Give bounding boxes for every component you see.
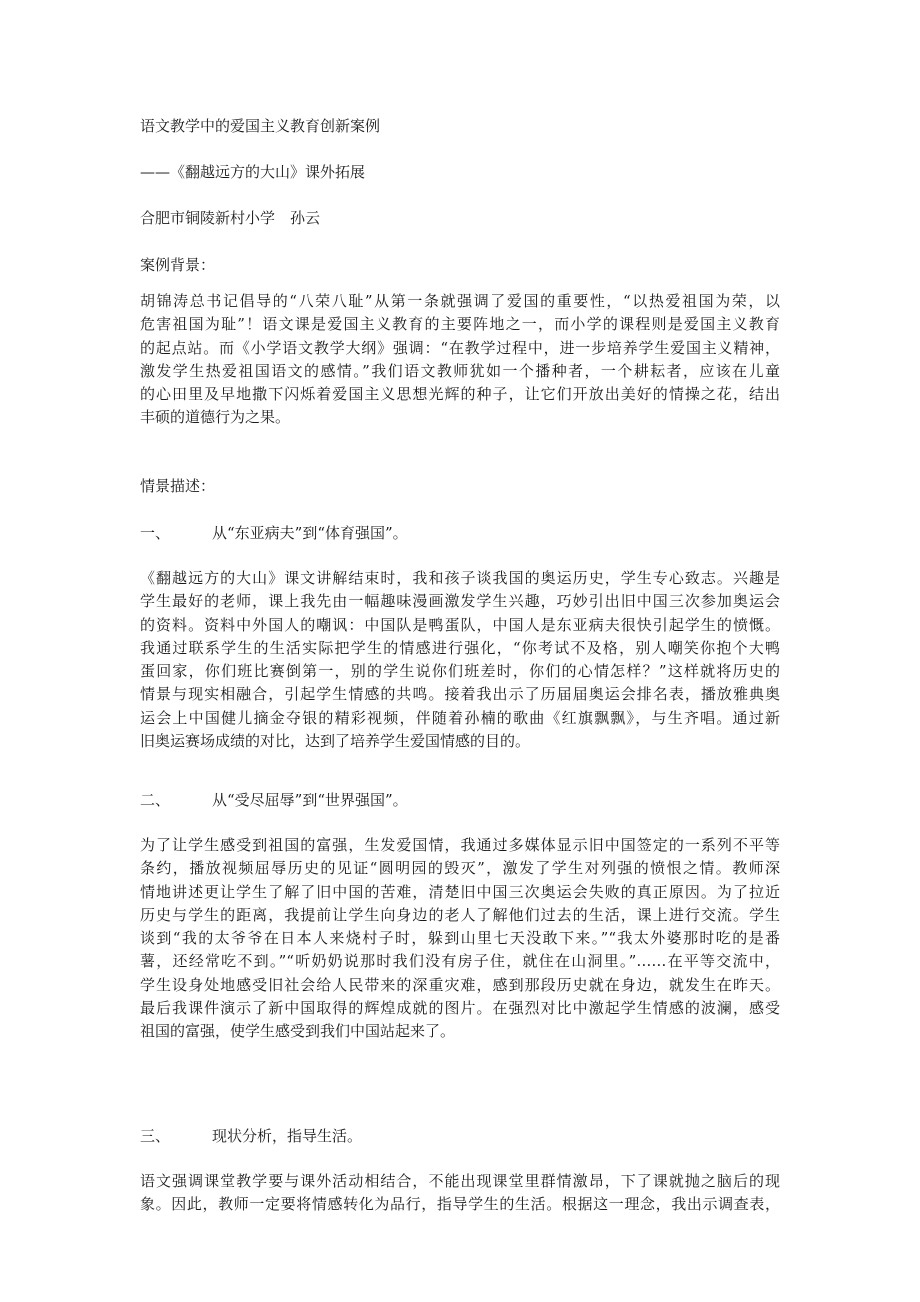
background-paragraph (140, 290, 780, 430)
section-heading-1 (140, 523, 408, 543)
paragraph-line: 最后我课件演示了新中国取得的辉煌成就的图片。在强烈对比中激起学生情感的波澜，感受 (140, 999, 780, 1018)
paragraph-line: 的资料。资料中外国人的嘲讽：中国队是鸭蛋队，中国人是东亚病夫很快引起学生的愤慨。 (140, 615, 780, 634)
paragraph-line: 学生设身处地感受旧社会给人民带来的深重灾难，感到那段历史就在身边，就发生在昨天。 (140, 975, 780, 994)
section-title: 现状分析，指导生活。 (212, 1127, 363, 1145)
paragraph-line: 谈到“我的太爷爷在日本人来烧村子时，躲到山里七天没敢下来。”“我太外婆那时吃的是番 (140, 929, 780, 948)
paragraph-line: 情地讲述更让学生了解了旧中国的苦难，清楚旧中国三次奥运会失败的真正原因。为了拉近 (140, 882, 780, 901)
section-heading-2 (140, 790, 408, 810)
section-3-paragraph (140, 1170, 780, 1217)
section-1-paragraph (140, 567, 780, 753)
paragraph-line: 条约，播放视频屈辱历史的见证“圆明园的毁灭”，激发了学生对列强的愤恨之情。教师深 (140, 859, 780, 878)
section-heading-3 (140, 1126, 362, 1146)
section-number: 三、 (140, 1127, 171, 1145)
paragraph-line: 语文强调课堂教学要与课外活动相结合，不能出现课堂里群情激昂，下了课就抛之脑后的现 (140, 1172, 780, 1190)
section-title: 从“东亚病夫”到“体育强国”。 (212, 524, 408, 542)
paragraph-line: 胡锦涛总书记倡导的“八荣八耻”从第一条就强调了爱国的重要性，“以热爱祖国为荣，以 (140, 292, 780, 310)
document-subtitle: ——《翻越远方的大山》课外拓展 (140, 163, 366, 181)
paragraph-line: 为了让学生感受到祖国的富强，生发爱国情，我通过多媒体显示旧中国签定的一系列不平等 (140, 836, 780, 854)
section-number: 一、 (140, 524, 171, 542)
paragraph-line: 的心田里及早地撒下闪烁着爱国主义思想光辉的种子，让它们开放出美好的情操之花，结出 (140, 385, 780, 404)
background-heading: 案例背景： (140, 256, 216, 274)
paragraph-line: 《翻越远方的大山》课文讲解结束时，我和孩子谈我国的奥运历史，学生专心致志。兴趣是 (140, 569, 780, 587)
paragraph-line: 蛋回家，你们班比赛倒第一，别的学生说你们班差时，你们的心情怎样？”这样就将历史的 (140, 662, 780, 681)
paragraph-line: 丰硕的道德行为之果。 (140, 408, 291, 427)
section-2-paragraph (140, 834, 780, 1044)
paragraph-line: 象。因此，教师一定要将情感转化为品行，指导学生的生活。根据这一理念，我出示调查表， (140, 1195, 780, 1214)
paragraph-line: 的起点站。而《小学语文教学大纲》强调：“在教学过程中，进一步培养学生爱国主义精神， (140, 338, 780, 357)
paragraph-line: 薯，还经常吃不到。”“听奶奶说那时我们没有房子住，就住在山洞里。”……在平等交流中， (140, 952, 780, 971)
paragraph-line: 情景与现实相融合，引起学生情感的共鸣。接着我出示了历届届奥运会排名表，播放雅典奥 (140, 685, 780, 704)
paragraph-line: 历史与学生的距离，我提前让学生向身边的老人了解他们过去的生活，课上进行交流。学生 (140, 905, 780, 924)
paragraph-line: 危害祖国为耻”！语文课是爱国主义教育的主要阵地之一，而小学的课程则是爱国主义教育 (140, 315, 780, 334)
paragraph-line: 祖国的富强，使学生感受到我们中国站起来了。 (140, 1022, 456, 1041)
paragraph-line: 运会上中国健儿摘金夺银的精彩视频，伴随着孙楠的歌曲《红旗飘飘》，与生齐唱。通过新 (140, 708, 780, 727)
paragraph-line: 我通过联系学生的生活实际把学生的情感进行强化，“你考试不及格，别人嘲笑你抱个大鸭 (140, 638, 780, 657)
paragraph-line: 激发学生热爱祖国语文的感情。”我们语文教师犹如一个播种者，一个耕耘者，应该在儿童 (140, 361, 780, 380)
document-title: 语文教学中的爱国主义教育创新案例 (140, 117, 381, 135)
section-number: 二、 (140, 791, 171, 809)
paragraph-line: 学生最好的老师，课上我先由一幅趣味漫画激发学生兴趣，巧妙引出旧中国三次参加奥运会 (140, 592, 780, 611)
paragraph-line: 旧奥运赛场成绩的对比，达到了培养学生爱国情感的目的。 (140, 732, 531, 751)
author-line: 合肥市铜陵新村小学 孙云 (140, 209, 321, 227)
section-title: 从“受尽屈辱”到“世界强国”。 (212, 791, 408, 809)
scene-heading: 情景描述： (140, 477, 216, 495)
